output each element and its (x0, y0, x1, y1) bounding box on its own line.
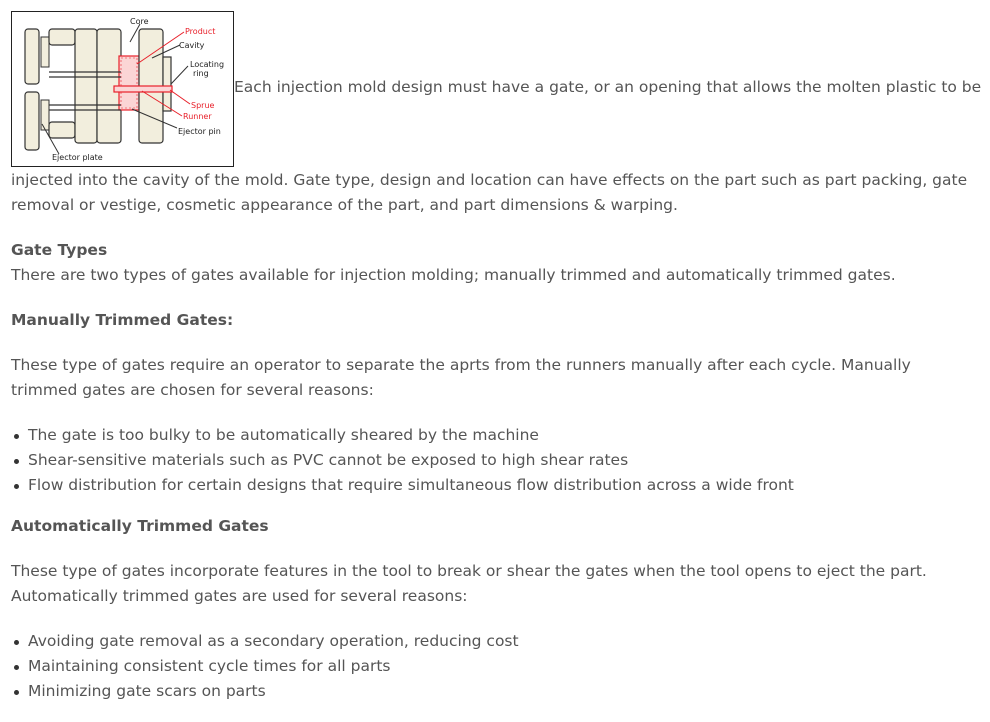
label-ring: ring (193, 69, 209, 78)
automatic-gates-text: These type of gates incorporate features in the tool to break or shear the gates when the tool opens to eject the part. Automatically trimmed gates are used for several reasons: (11, 562, 927, 605)
intro-section (11, 11, 982, 167)
list-item: Shear-sensitive materials such as PVC cannot be exposed to high shear rates (28, 448, 979, 473)
core-plate (75, 29, 97, 143)
label-locating: Locating (190, 60, 225, 69)
ejector-retainer-bottom (41, 100, 49, 130)
label-core: Core (130, 17, 149, 26)
label-product: Product (185, 27, 216, 36)
injection-mold-diagram (11, 11, 234, 167)
sprue-leader (170, 90, 190, 104)
manual-gates-heading: Manually Trimmed Gates: (11, 311, 234, 329)
manual-gates-text: These type of gates require an operator to separate the aprts from the runners manually after each cycle. Manually trimmed gates are chosen for several reasons: (11, 356, 911, 399)
list-item: Flow distribution for certain designs that require simultaneous flow distribution across a wide front (28, 473, 979, 498)
product-shape (119, 56, 139, 110)
list-item: Avoiding gate removal as a secondary operation, reducing cost (28, 629, 979, 654)
locating-leader (171, 66, 188, 84)
label-sprue: Sprue (191, 101, 215, 110)
label-ejector-plate: Ejector plate (52, 153, 103, 162)
list-item: The gate is too bulky to be automatically sheared by the machine (28, 423, 979, 448)
label-ejector-pin: Ejector pin (178, 127, 221, 136)
list-item: Minimizing gate scars on parts (28, 679, 979, 704)
support-top (49, 29, 75, 45)
ejector-retainer-top (41, 37, 49, 67)
manual-reasons-list (11, 423, 979, 498)
list-item: Maintaining consistent cycle times for all parts (28, 654, 979, 679)
intro-first-line: Each injection mold design must have a gate, or an opening that allows the molten plastic to be (234, 78, 982, 96)
support-bottom (49, 122, 75, 138)
left-clamp-plate-top (25, 29, 39, 84)
label-runner: Runner (183, 112, 212, 121)
fixed-clamp-plate (163, 57, 171, 111)
label-cavity: Cavity (179, 41, 205, 50)
mold-diagram-svg (12, 12, 233, 166)
left-clamp-plate-bottom (25, 92, 39, 150)
article-body (0, 11, 990, 704)
automatic-gates-heading: Automatically Trimmed Gates (11, 517, 269, 535)
gate-types-text: There are two types of gates available for injection molding; manually trimmed and automatically trimmed gates. (11, 266, 896, 284)
automatic-reasons-list (11, 629, 979, 704)
intro-continuation: injected into the cavity of the mold. Gate type, design and location can have effects on the part such as part packing, gate removal or vestige, cosmetic appearance of the part, and part dimensions & warping. (11, 171, 968, 214)
gate-types-heading: Gate Types (11, 241, 108, 259)
